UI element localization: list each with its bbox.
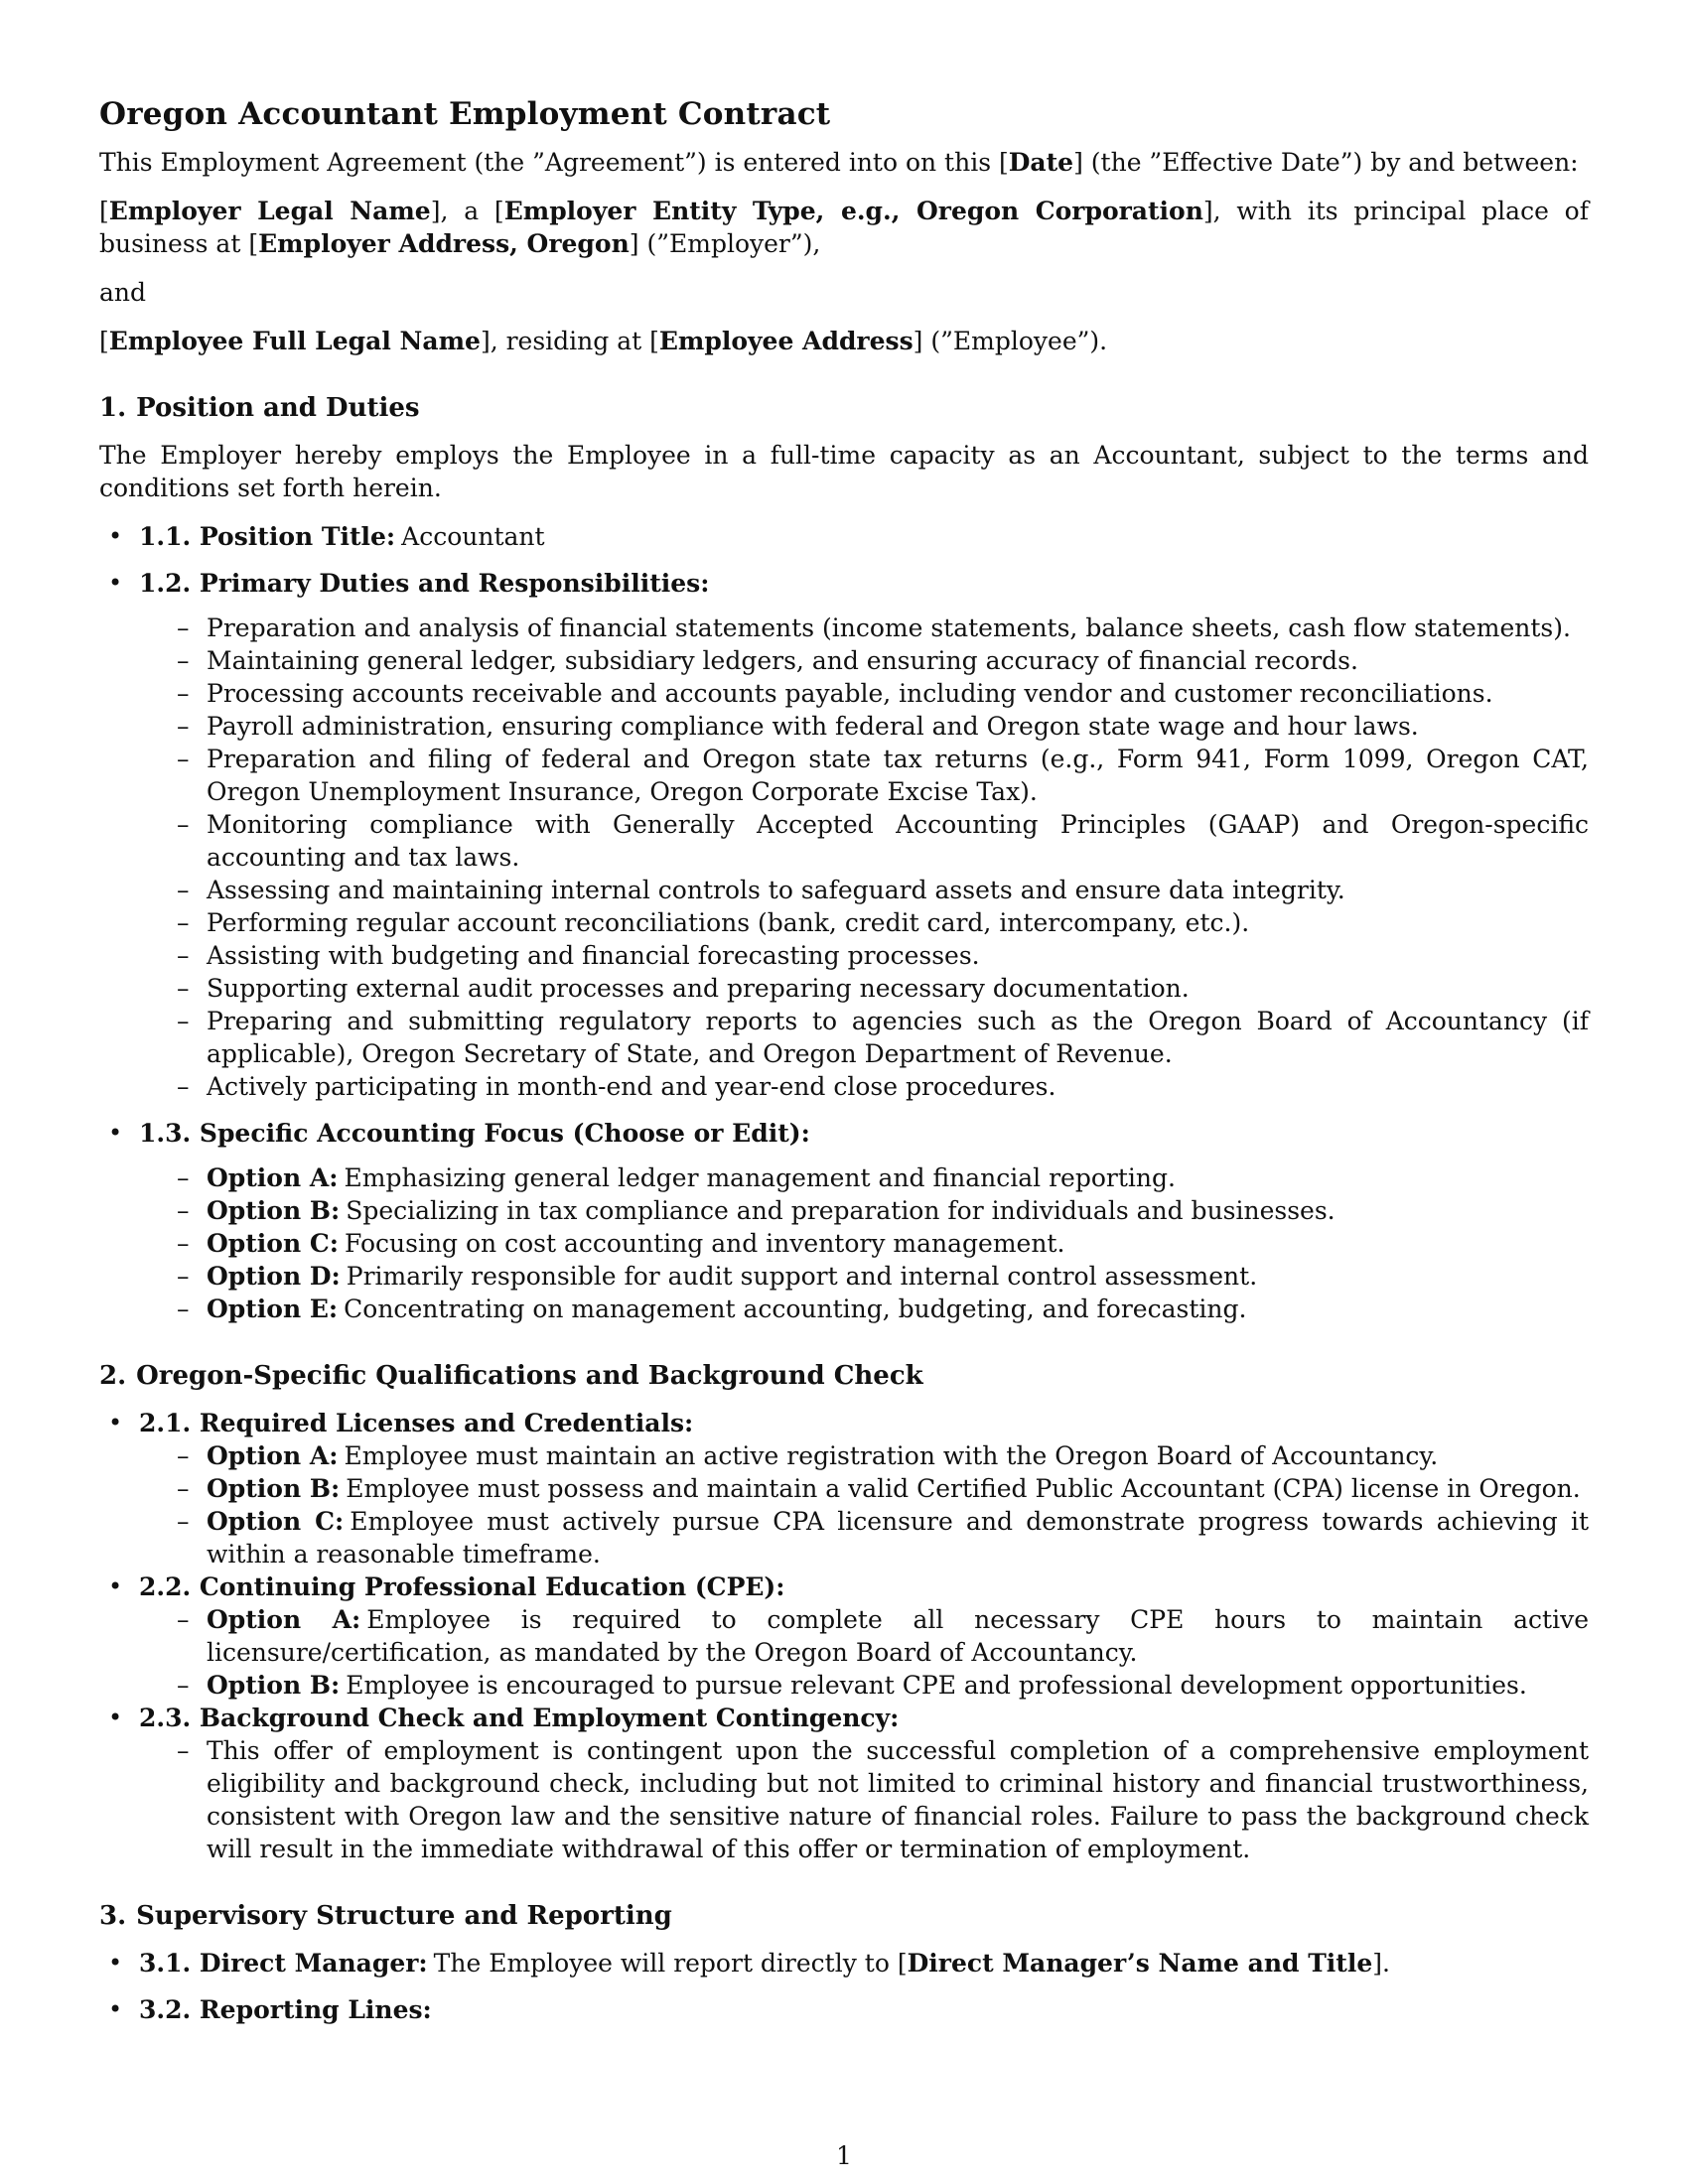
item-text: The Employee will report directly to [: [433, 1949, 908, 1978]
option-label: Option B:: [207, 1196, 341, 1225]
list-item: – Payroll administration, ensuring compliance with federal and Oregon state wage and hour laws.: [207, 710, 1589, 743]
option-text: Primarily responsible for audit support and internal control assessment.: [346, 1262, 1258, 1291]
item-1-3: [139, 1117, 1589, 1325]
section-1-heading: [99, 391, 1589, 425]
employer-name-placeholder: Employer Legal Name: [108, 197, 431, 225]
option-label: Option C:: [207, 1507, 345, 1536]
list-item: – Monitoring compliance with Generally Accepted Accounting Principles (GAAP) and Oregon-specific accounting and tax laws.: [207, 808, 1589, 874]
list-item: [207, 1439, 1589, 1472]
option-text: Employee must possess and maintain a valid Certified Public Accountant (CPA) license in Oregon.: [346, 1474, 1581, 1503]
section-3-heading: [99, 1899, 1589, 1933]
item-1-1: [139, 520, 1589, 553]
background-check-list: [139, 1734, 1589, 1865]
contract-page: [99, 94, 1589, 2040]
section-number: 2.: [99, 1361, 127, 1391]
section-1-intro: The Employer hereby employs the Employee in a full-time capacity as an Accountant, subject to the terms and conditions set forth herein.: [99, 441, 1589, 502]
employee-text-3: ] (”Employee”).: [913, 327, 1108, 355]
section-2-list: [99, 1407, 1589, 1865]
item-3-2: [139, 1993, 1589, 2026]
intro-text-1: This Employment Agreement (the ”Agreement”) is entered into on this [: [99, 148, 1009, 177]
focus-options-list: [139, 1161, 1589, 1325]
section-title: Position and Duties: [136, 393, 420, 423]
item-1-2: [139, 567, 1589, 1103]
option-text: Focusing on cost accounting and inventory management.: [344, 1229, 1065, 1258]
licenses-options-list: [139, 1439, 1589, 1570]
item-text-end: ].: [1372, 1949, 1390, 1978]
employer-paragraph: [99, 195, 1589, 260]
employer-address-placeholder: Employer Address, Oregon: [258, 229, 630, 258]
intro-paragraph: [99, 146, 1589, 179]
option-label: Option A:: [207, 1163, 339, 1192]
option-text: Specializing in tax compliance and preparation for individuals and businesses.: [346, 1196, 1336, 1225]
option-label: Option E:: [207, 1295, 339, 1323]
list-item: – Preparation and filing of federal and Oregon state tax returns (e.g., Form 941, Form 1099, Oregon CAT, Oregon Unemployment Insurance, Oregon Corporate Excise Tax).: [207, 743, 1589, 808]
option-label: Option A:: [207, 1605, 361, 1634]
section-3-list: [99, 1947, 1589, 2026]
option-text: Concentrating on management accounting, budgeting, and forecasting.: [344, 1295, 1247, 1323]
option-text: Employee is encouraged to pursue relevant CPE and professional development opportunities.: [346, 1671, 1527, 1700]
option-text: Emphasizing general ledger management and financial reporting.: [344, 1163, 1176, 1192]
list-item: [207, 1161, 1589, 1194]
item-label: 2.3. Background Check and Employment Contingency:: [139, 1704, 900, 1732]
item-label: 1.2. Primary Duties and Responsibilities:: [139, 569, 710, 598]
list-item: [207, 1260, 1589, 1293]
item-label: 1.1. Position Title:: [139, 522, 396, 551]
section-title: Oregon-Specific Qualifications and Background Check: [136, 1361, 923, 1391]
option-label: Option A:: [207, 1441, 339, 1470]
item-2-2: [139, 1570, 1589, 1702]
section-title: Supervisory Structure and Reporting: [136, 1901, 672, 1931]
list-item: [207, 1227, 1589, 1260]
employee-text-1: [: [99, 327, 109, 355]
section-2-heading: [99, 1359, 1589, 1393]
employer-text-2: ], a [: [430, 197, 504, 225]
item-text: Accountant: [401, 522, 545, 551]
list-item: – Preparing and submitting regulatory reports to agencies such as the Oregon Board of Accountancy (if applicable), Oregon Secretary of State, and Oregon Department of Revenue.: [207, 1005, 1589, 1070]
section-number: 1.: [99, 393, 127, 423]
date-placeholder: Date: [1008, 148, 1074, 177]
list-item: – This offer of employment is contingent upon the successful completion of a comprehensive employment eligibility and background check, including but not limited to criminal history and financial trustworthiness, consistent with Oregon law and the sensitive nature of financial roles. Failure to pass the background check will result in the immediate withdrawal of this offer or termination of employment.: [207, 1734, 1589, 1865]
list-item: – Actively participating in month-end and year-end close procedures.: [207, 1070, 1589, 1103]
employee-text-2: ], residing at [: [480, 327, 659, 355]
list-item: – Processing accounts receivable and accounts payable, including vendor and customer reconciliations.: [207, 677, 1589, 710]
item-2-1: [139, 1407, 1589, 1570]
list-item: [207, 1505, 1589, 1570]
item-label: 1.3. Specific Accounting Focus (Choose or Edit):: [139, 1119, 810, 1148]
list-item: [207, 1603, 1589, 1669]
item-3-1: [139, 1947, 1589, 1979]
duties-list: [139, 612, 1589, 1103]
employee-address-placeholder: Employee Address: [658, 327, 914, 355]
intro-text-2: ] (the ”Effective Date”) by and between:: [1073, 148, 1579, 177]
employer-entity-placeholder: Employer Entity Type, e.g., Oregon Corporation: [503, 197, 1203, 225]
option-label: Option B:: [207, 1671, 341, 1700]
document-title: Oregon Accountant Employment Contract: [99, 96, 831, 132]
list-item: – Assisting with budgeting and financial forecasting processes.: [207, 939, 1589, 972]
list-item: [207, 1472, 1589, 1505]
employee-name-placeholder: Employee Full Legal Name: [108, 327, 481, 355]
section-number: 3.: [99, 1901, 127, 1931]
employer-text-4: ] (”Employer”),: [629, 229, 821, 258]
cpe-options-list: [139, 1603, 1589, 1702]
option-text: Employee must maintain an active registration with the Oregon Board of Accountancy.: [344, 1441, 1439, 1470]
option-label: Option B:: [207, 1474, 341, 1503]
manager-placeholder: Direct Manager’s Name and Title: [907, 1949, 1373, 1978]
list-item: [207, 1194, 1589, 1227]
list-item: – Supporting external audit processes and preparing necessary documentation.: [207, 972, 1589, 1005]
list-item: – Preparation and analysis of financial statements (income statements, balance sheets, cash flow statements).: [207, 612, 1589, 644]
and-text: and: [99, 278, 147, 307]
list-item: [207, 1293, 1589, 1325]
option-label: Option C:: [207, 1229, 339, 1258]
item-label: 3.2. Reporting Lines:: [139, 1995, 432, 2024]
employer-text-3: ], with its principal place of business at [: [99, 197, 1589, 258]
item-2-3: [139, 1702, 1589, 1865]
option-text: Employee must actively pursue CPA licensure and demonstrate progress towards achieving it within a reasonable timeframe.: [207, 1507, 1590, 1569]
list-item: [207, 1669, 1589, 1702]
employer-text-1: [: [99, 197, 109, 225]
page-number: 1: [836, 2141, 852, 2170]
option-text: Employee is required to complete all necessary CPE hours to maintain active licensure/certification, as mandated by the Oregon Board of Accountancy.: [207, 1605, 1589, 1667]
list-item: – Maintaining general ledger, subsidiary ledgers, and ensuring accuracy of financial records.: [207, 644, 1589, 677]
employee-paragraph: [99, 325, 1589, 357]
option-label: Option D:: [207, 1262, 341, 1291]
section-1-list: [99, 520, 1589, 1325]
item-label: 2.2. Continuing Professional Education (CPE):: [139, 1572, 785, 1601]
item-label: 2.1. Required Licenses and Credentials:: [139, 1409, 694, 1437]
item-label: 3.1. Direct Manager:: [139, 1949, 428, 1978]
list-item: – Assessing and maintaining internal controls to safeguard assets and ensure data integrity.: [207, 874, 1589, 906]
list-item: – Performing regular account reconciliations (bank, credit card, intercompany, etc.).: [207, 906, 1589, 939]
